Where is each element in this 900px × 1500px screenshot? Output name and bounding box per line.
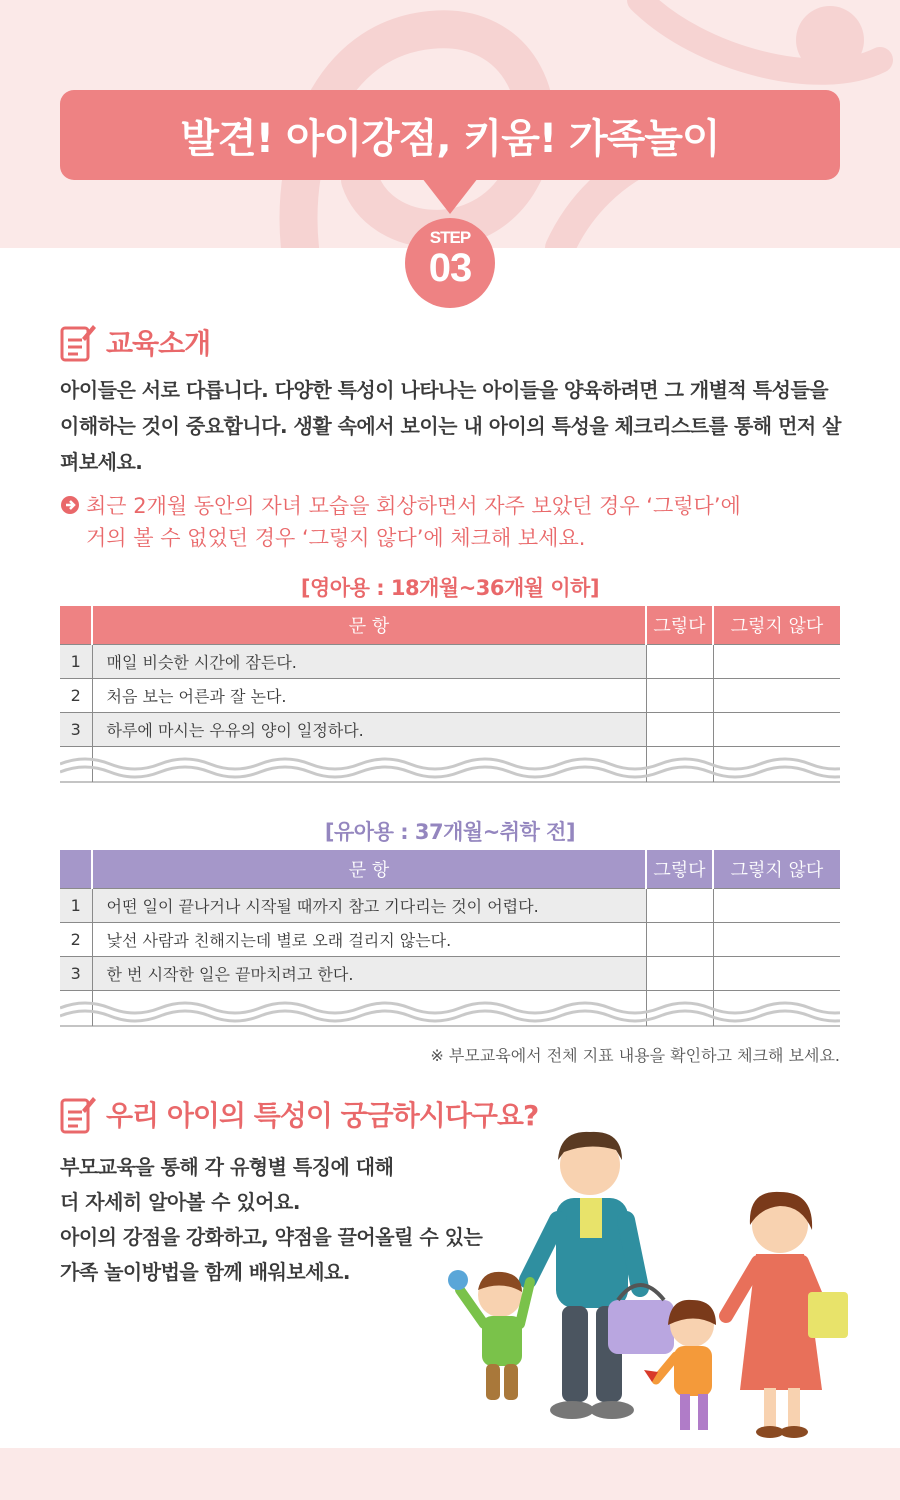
no-checkbox-cell[interactable]: [713, 712, 840, 746]
memo-pencil-icon: [60, 1094, 96, 1134]
curious-line-1: 부모교육을 통해 각 유형별 특징에 대해: [60, 1155, 394, 1179]
footnote: ※ 부모교육에서 전체 지표 내용을 확인하고 체크해 보세요.: [430, 1046, 840, 1065]
header-question: 문 항: [92, 606, 646, 644]
no-checkbox-cell[interactable]: [713, 888, 840, 922]
curious-line-2: 더 자세히 알아볼 수 있어요.: [60, 1190, 300, 1214]
step-label: STEP: [429, 228, 471, 247]
instruction-line-1: 최근 2개월 동안의 자녀 모습을 회상하면서 자주 보았던 경우 ‘그렇다’에: [86, 494, 741, 518]
family-illustration: [430, 1120, 870, 1450]
intro-title: 교육소개: [106, 327, 211, 360]
row-question: 처음 보는 어른과 잘 논다.: [92, 678, 646, 712]
no-checkbox-cell[interactable]: [713, 922, 840, 956]
arrow-right-icon: [60, 495, 80, 515]
table-row: [60, 644, 840, 678]
table-break-wave: [60, 754, 840, 784]
row-question: 매일 비슷한 시간에 잠든다.: [92, 644, 646, 678]
curious-line-4: 가족 놀이방법을 함께 배워보세요.: [60, 1260, 350, 1284]
row-question: 어떤 일이 끝나거나 시작될 때까지 참고 기다리는 것이 어렵다.: [92, 888, 646, 922]
header-question: 문 항: [92, 850, 646, 888]
page-title-banner: [60, 90, 840, 180]
table-row: [60, 922, 840, 956]
header-number: [60, 606, 92, 644]
step-number: 03: [428, 246, 472, 290]
mother-figure: [726, 1192, 848, 1438]
table-row: [60, 956, 840, 990]
no-checkbox-cell[interactable]: [713, 956, 840, 990]
yes-checkbox-cell[interactable]: [646, 922, 713, 956]
row-number: 3: [60, 956, 92, 990]
curious-title: 우리 아이의 특성이 궁금하시다구요?: [106, 1099, 539, 1132]
table-row: [60, 888, 840, 922]
no-checkbox-cell[interactable]: [713, 644, 840, 678]
footer-background: [0, 1448, 900, 1500]
no-checkbox-cell[interactable]: [713, 678, 840, 712]
toddler-table-caption: [유아용 : 37개월~취학 전]: [324, 820, 576, 844]
row-number: 3: [60, 712, 92, 746]
yes-checkbox-cell[interactable]: [646, 712, 713, 746]
infant-table-caption: [영아용 : 18개월~36개월 이하]: [300, 576, 600, 600]
table-break-wave: [60, 998, 840, 1028]
row-number: 2: [60, 678, 92, 712]
yes-checkbox-cell[interactable]: [646, 956, 713, 990]
header-yes: 그렇다: [646, 850, 713, 888]
header-number: [60, 850, 92, 888]
checklist-instruction: [60, 490, 840, 554]
row-question: 낯선 사람과 친해지는데 별로 오래 걸리지 않는다.: [92, 922, 646, 956]
step-badge: [405, 218, 495, 308]
row-question: 하루에 마시는 우유의 양이 일정하다.: [92, 712, 646, 746]
intro-body: 아이들은 서로 다릅니다. 다양한 특성이 나타나는 아이들을 양육하려면 그 개별적 특성들을 이해하는 것이 중요합니다. 생활 속에서 보이는 내 아이의 특성을 체크리스트를 통해 먼저 살펴보세요.: [60, 378, 841, 474]
header-no: 그렇지 않다: [713, 850, 840, 888]
header-yes: 그렇다: [646, 606, 713, 644]
intro-heading: [60, 322, 210, 362]
row-question: 한 번 시작한 일은 끝마치려고 한다.: [92, 956, 646, 990]
page-title: 발견! 아이강점, 키움! 가족놀이: [180, 115, 720, 162]
title-banner-pointer: [422, 178, 478, 214]
table-row: [60, 712, 840, 746]
curious-line-3: 아이의 강점을 강화하고, 약점을 끌어올릴 수 있는: [60, 1225, 483, 1249]
table-header-row: [60, 606, 840, 644]
boy-figure: [448, 1270, 530, 1400]
row-number: 2: [60, 922, 92, 956]
header-no: 그렇지 않다: [713, 606, 840, 644]
instruction-line-2: 거의 볼 수 없었던 경우 ‘그렇지 않다’에 체크해 보세요.: [86, 526, 586, 550]
memo-pencil-icon: [60, 322, 96, 362]
yes-checkbox-cell[interactable]: [646, 888, 713, 922]
table-header-row: [60, 850, 840, 888]
yes-checkbox-cell[interactable]: [646, 644, 713, 678]
table-row: [60, 678, 840, 712]
yes-checkbox-cell[interactable]: [646, 678, 713, 712]
row-number: 1: [60, 888, 92, 922]
row-number: 1: [60, 644, 92, 678]
